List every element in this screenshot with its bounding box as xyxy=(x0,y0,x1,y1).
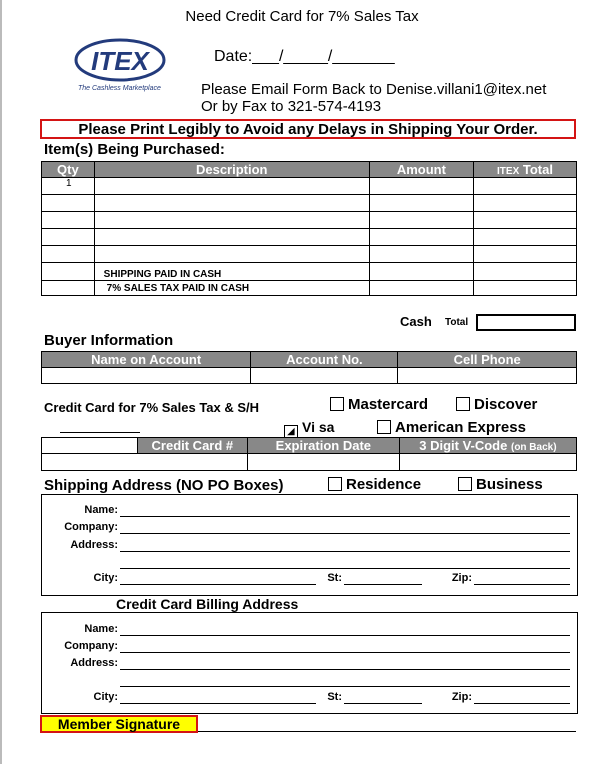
bill-address-label: Address: xyxy=(70,657,118,669)
bill-zip-label: Zip: xyxy=(451,691,472,703)
visa-checkbox[interactable]: ◢ xyxy=(284,425,298,439)
ship-st-input[interactable] xyxy=(344,584,422,585)
card-header-row xyxy=(42,438,577,454)
items-table xyxy=(41,161,577,296)
business-option[interactable]: Business xyxy=(458,476,543,493)
discover-option[interactable]: Discover xyxy=(456,396,537,413)
mastercard-option[interactable]: Mastercard xyxy=(330,396,428,413)
form-title: Need Credit Card for 7% Sales Tax xyxy=(185,8,419,25)
bill-company-input[interactable] xyxy=(120,652,570,653)
bill-zip-input[interactable] xyxy=(474,703,570,704)
bill-st-label: St: xyxy=(327,691,342,703)
ship-st-label: St: xyxy=(327,572,342,584)
email-line: Please Email Form Back to Denise.villani1@itex.net xyxy=(201,81,547,98)
bill-name-label: Name: xyxy=(84,623,118,635)
contact-info xyxy=(201,81,546,115)
expiration-input[interactable] xyxy=(247,454,399,471)
mastercard-checkbox[interactable] xyxy=(330,397,344,411)
table-row[interactable] xyxy=(42,263,577,281)
table-row[interactable] xyxy=(42,229,577,246)
items-section-title: Item(s) Being Purchased: xyxy=(44,141,225,158)
fax-line: Or by Fax to 321-574-4193 xyxy=(201,98,382,115)
amex-option[interactable]: American Express xyxy=(377,419,526,436)
col-expiration: Expiration Date xyxy=(247,438,399,454)
items-header-row xyxy=(42,162,577,178)
col-account-no: Account No. xyxy=(251,352,398,368)
bill-address-line2[interactable] xyxy=(120,686,570,687)
col-vcode: 3 Digit V-Code (on Back) xyxy=(399,438,576,454)
amex-checkbox[interactable] xyxy=(377,420,391,434)
card-blank-line xyxy=(60,432,140,433)
visa-option[interactable]: ◢ Vi sa xyxy=(284,419,334,439)
ship-zip-input[interactable] xyxy=(474,584,570,585)
col-card-number: Credit Card # xyxy=(137,438,247,454)
page-left-edge xyxy=(0,0,2,764)
billing-section-title: Credit Card Billing Address xyxy=(116,596,299,612)
col-name-on-account: Name on Account xyxy=(42,352,251,368)
bill-name-input[interactable] xyxy=(120,635,570,636)
buyer-section-title: Buyer Information xyxy=(44,332,174,349)
ship-name-input[interactable] xyxy=(120,516,570,517)
ship-zip-label: Zip: xyxy=(451,572,472,584)
card-table xyxy=(41,437,577,471)
bill-st-input[interactable] xyxy=(344,703,422,704)
cash-label: Cash xyxy=(400,314,432,329)
col-amount: Amount xyxy=(369,162,473,178)
ship-city-label: City: xyxy=(93,572,118,584)
table-row[interactable] xyxy=(42,281,577,296)
residence-option[interactable]: Residence xyxy=(328,476,421,493)
bill-city-label: City: xyxy=(93,691,118,703)
ship-city-input[interactable] xyxy=(120,584,316,585)
discover-checkbox[interactable] xyxy=(456,397,470,411)
qty-cell[interactable]: 1 xyxy=(42,178,95,195)
col-itex-total: ITEX Total xyxy=(474,162,577,178)
table-row[interactable] xyxy=(42,212,577,229)
bill-address-input[interactable] xyxy=(120,669,570,670)
cash-total-field[interactable] xyxy=(476,314,576,331)
col-qty: Qty xyxy=(42,162,95,178)
table-row[interactable] xyxy=(42,178,577,195)
table-row[interactable] xyxy=(42,246,577,263)
table-row[interactable] xyxy=(42,454,577,471)
shipping-note: SHIPPING PAID IN CASH xyxy=(94,263,369,281)
col-description: Description xyxy=(94,162,369,178)
account-no-input[interactable] xyxy=(251,368,398,384)
table-row[interactable] xyxy=(42,195,577,212)
logo-tagline: The Cashless Marketplace xyxy=(78,85,161,92)
card-number-input[interactable] xyxy=(42,454,248,471)
table-row[interactable] xyxy=(42,368,577,384)
ship-company-input[interactable] xyxy=(120,533,570,534)
print-legibly-notice: Please Print Legibly to Avoid any Delays in Shipping Your Order. xyxy=(40,119,576,139)
residence-checkbox[interactable] xyxy=(328,477,342,491)
date-field[interactable]: Date:___/_____/_______ xyxy=(214,48,395,65)
col-cell-phone: Cell Phone xyxy=(398,352,577,368)
tax-note: 7% SALES TAX PAID IN CASH xyxy=(94,281,369,296)
ship-address-line2[interactable] xyxy=(120,568,570,569)
ship-company-label: Company: xyxy=(64,521,118,533)
cell-phone-input[interactable] xyxy=(398,368,577,384)
ship-address-label: Address: xyxy=(70,539,118,551)
ship-name-label: Name: xyxy=(84,504,118,516)
shipping-section-title: Shipping Address (NO PO Boxes) xyxy=(44,477,284,494)
signature-line[interactable] xyxy=(198,731,576,732)
bill-city-input[interactable] xyxy=(120,703,316,704)
logo-text: ITEX xyxy=(91,46,149,76)
total-label: Total xyxy=(445,317,469,328)
name-on-account-input[interactable] xyxy=(42,368,251,384)
member-signature-label: Member Signature xyxy=(40,715,198,733)
buyer-table xyxy=(41,351,577,384)
buyer-header-row xyxy=(42,352,577,368)
ship-address-input[interactable] xyxy=(120,551,570,552)
vcode-input[interactable] xyxy=(399,454,576,471)
business-checkbox[interactable] xyxy=(458,477,472,491)
card-label: Credit Card for 7% Sales Tax & S/H xyxy=(44,400,260,415)
bill-company-label: Company: xyxy=(64,640,118,652)
